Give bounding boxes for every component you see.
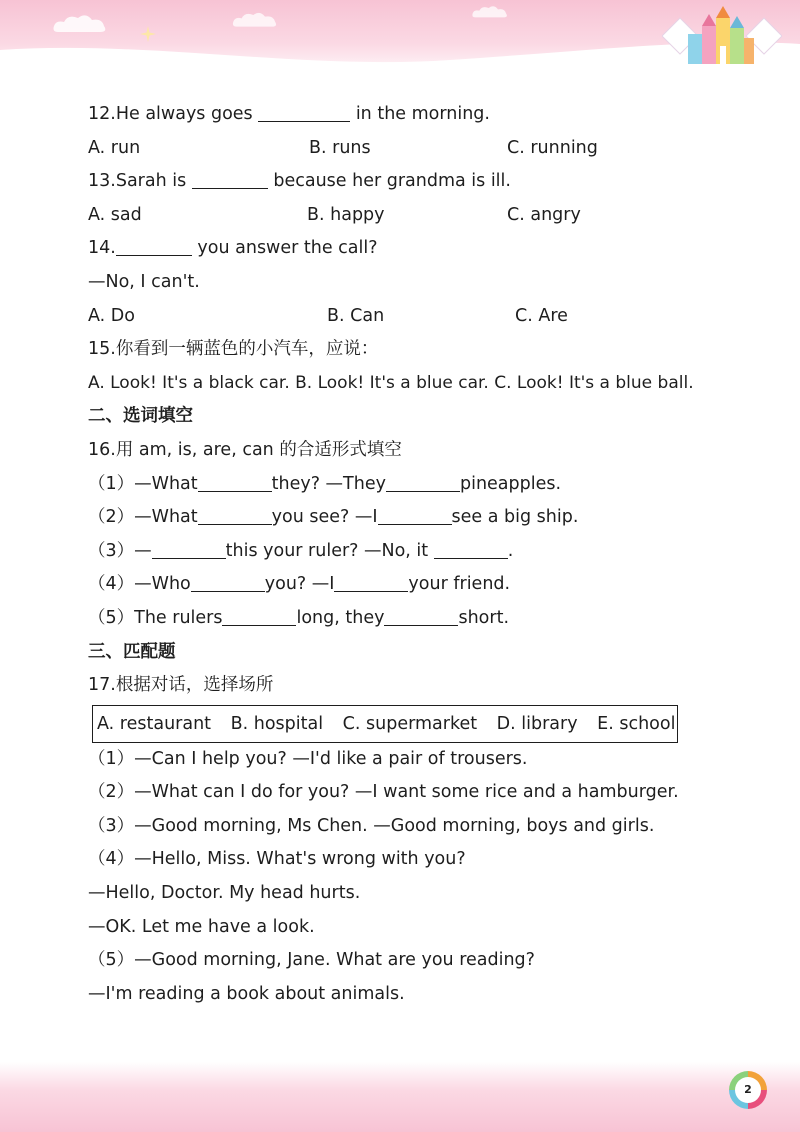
choice-c: C. supermarket [342,713,478,734]
option-b: B. Can [327,305,385,326]
dialogue-line: （2）—What can I do for you? —I want some rice and a hamburger. [88,782,679,803]
question-13: 13.Sarah is because her grandma is ill. [88,171,511,192]
answer-blank[interactable] [116,237,192,256]
answer-blank[interactable] [191,573,265,592]
castle-icon [662,4,782,68]
footer-band [0,1062,800,1132]
question-17: 17.根据对话，选择场所 [88,675,274,696]
choice-d: D. library [496,713,578,734]
dialogue-line: （3）—Good morning, Ms Chen. —Good morning, boys and girls. [88,815,655,836]
fill-item-3: （3）— this your ruler? —No, it . [88,540,514,561]
choice-e: E. school [597,713,676,734]
fill-item-2: （2）—What you see? —I see a big ship. [88,507,579,528]
option-c: C. running [507,137,598,158]
dialogue-line: （1）—Can I help you? —I'd like a pair of trousers. [88,748,528,769]
option-a: A. run [88,137,141,158]
answer-blank[interactable] [198,506,272,525]
dialogue-line: —Hello, Doctor. My head hurts. [88,883,361,904]
option-a: A. Do [88,305,135,326]
option-c: C. angry [507,204,581,225]
question-14-options [88,300,748,334]
answer-blank[interactable] [258,103,350,122]
question-15: 15.你看到一辆蓝色的小汽车，应说： [88,339,379,360]
section-2-heading: 二、选词填空 [88,406,193,427]
question-16: 16.用 am, is, are, can 的合适形式填空 [88,439,402,460]
option-b: B. runs [309,137,371,158]
option-b: B. happy [307,204,385,225]
question-14-reply: —No, I can't. [88,271,200,292]
question-15-options: A. Look! It's a black car. B. Look! It's a blue car. C. Look! It's a blue ball. [88,372,694,393]
answer-blank[interactable] [434,540,508,559]
section-3-heading: 三、匹配题 [88,641,176,662]
place-choices [88,703,748,743]
fill-item-5: （5）The rulers long, they short. [88,607,510,628]
answer-blank[interactable] [192,170,268,189]
worksheet-body [88,98,748,1011]
answer-blank[interactable] [386,473,460,492]
question-13-options [88,199,748,233]
dialogue-line: —I'm reading a book about animals. [88,983,405,1004]
dialogue-line: （5）—Good morning, Jane. What are you reading? [88,950,535,971]
page-number-badge [729,1071,767,1109]
question-12-options [88,132,748,166]
dialogue-line: —OK. Let me have a look. [88,916,315,937]
dialogue-line: （4）—Hello, Miss. What's wrong with you? [88,849,466,870]
option-a: A. sad [88,204,142,225]
fill-item-1: （1）—What they? —They pineapples. [88,473,562,494]
question-12: 12.He always goes in the morning. [88,104,490,124]
answer-blank[interactable] [198,473,272,492]
option-c: C. Are [515,305,568,326]
answer-blank[interactable] [384,607,458,626]
answer-blank[interactable] [222,607,296,626]
choices-box [92,705,678,743]
fill-item-4: （4）—Who you? —I your friend. [88,574,511,595]
question-14: 14. you answer the call? [88,238,378,259]
answer-blank[interactable] [152,540,226,559]
sparkle-icon [140,26,156,42]
cloud-icon [230,10,280,30]
choice-b: B. hospital [230,713,324,734]
answer-blank[interactable] [334,573,408,592]
choice-a: A. restaurant [97,713,212,734]
cloud-icon [50,12,110,36]
page-number: 2 [735,1077,761,1103]
cloud-icon [470,4,510,20]
answer-blank[interactable] [378,506,452,525]
